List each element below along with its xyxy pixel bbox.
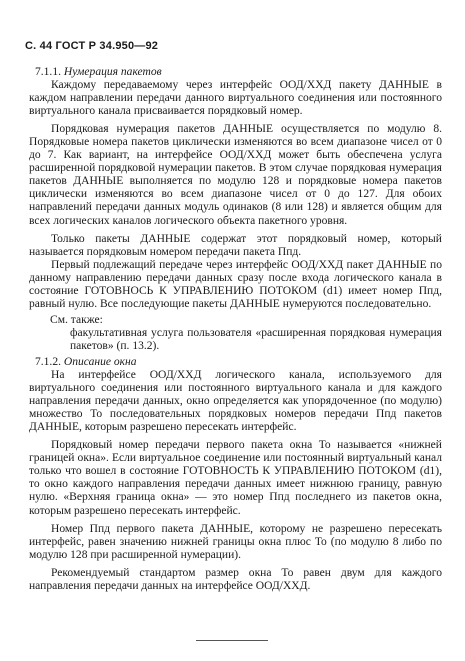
document-body	[29, 66, 442, 593]
page-divider	[196, 640, 268, 641]
paragraph: Каждому передаваемому через интерфейс ООД/ХХД пакету ДАННЫЕ в каждом направлении передачи данного виртуального соединения или постоянного виртуального канала присваивается порядковый номер.	[29, 79, 442, 118]
paragraph: На интерфейсе ООД/ХХД логического канала, используемого для виртуального соединения или постоянного виртуального канала и для каждого направления передачи данных, окно определяется как упорядоченное (по модулю) множество То последовательных порядковых номеров передачи Ппд пакетов ДАННЫЕ, которым разрешено пересекать интерфейс.	[29, 369, 442, 434]
paragraph: Порядковая нумерация пакетов ДАННЫЕ осуществляется по модулю 8. Порядковые номера пакетов циклически изменяются во всем диапазоне чисел от 0 до 7. Как вариант, на интерфейсе ООД/ХХД может быть обеспечена услуга расширенной порядковой нумерации пакетов. В этом случае порядковая нумерация пакетов ДАННЫЕ выполняется по модулю 128 и порядковые номера пакетов циклически изменяются во всем диапазоне чисел от 0 до 127. Для обоих направлений передачи данных модуль одинаков (8 или 128) и является общим для всех логических каналов логического объекта пакетного уровня.	[29, 123, 442, 227]
paragraph: Номер Ппд первого пакета ДАННЫЕ, которому не разрешено пересекать интерфейс, равен значению нижней границы окна плюс То (по модулю 8 либо по модулю 128 при расширенной нумерации).	[29, 522, 442, 561]
section-number: 7.1.2.	[35, 355, 61, 368]
paragraph: Порядковый номер передачи первого пакета окна То называется «нижней границей окна». Если виртуальное соединение или постоянный виртуальный канал только что вошел в состояние ГОТОВНОСТЬ К УПРАВЛЕНИЮ ПОТОКОМ (d1), то окно каждого направления передачи данных имеет нижнюю границу, равную нулю. «Верхняя граница окна» — это номер Ппд последнего из пакетов окна, которым разрешено пересекать интерфейс.	[29, 439, 442, 517]
section-number: 7.1.1.	[35, 66, 61, 78]
paragraph: Рекомендуемый стандартом размер окна То равен двум для каждого направления передачи данных на интерфейсе ООД/ХХД.	[29, 566, 442, 592]
see-also-label: См. также:	[50, 313, 103, 326]
paragraph: Только пакеты ДАННЫЕ содержат этот порядковый номер, который называется порядковым номером передачи пакета Ппд.	[29, 232, 442, 258]
section-heading-7-1-2	[35, 356, 442, 369]
paragraph: Первый подлежащий передаче через интерфейс ООД/ХХД пакет ДАННЫЕ по данному направлению передачи данных сразу после входа логического канала в состояние ГОТОВНОСЬ К УПРАВЛЕНИЮ ПОТОКОМ (d1) имеет номер Ппд, равный нулю. Все последующие пакеты ДАННЫЕ нумеруются последовательно.	[29, 258, 442, 310]
section-title: Нумерация пакетов	[63, 66, 162, 78]
section-heading-7-1-1	[35, 66, 442, 79]
section-title: Описание окна	[63, 355, 137, 368]
page-header: С. 44 ГОСТ Р 34.950—92	[25, 40, 159, 52]
see-also-text: факультативная услуга пользователя «расширенная порядковая нумерация пакетов» (п. 13.2).	[70, 326, 442, 352]
